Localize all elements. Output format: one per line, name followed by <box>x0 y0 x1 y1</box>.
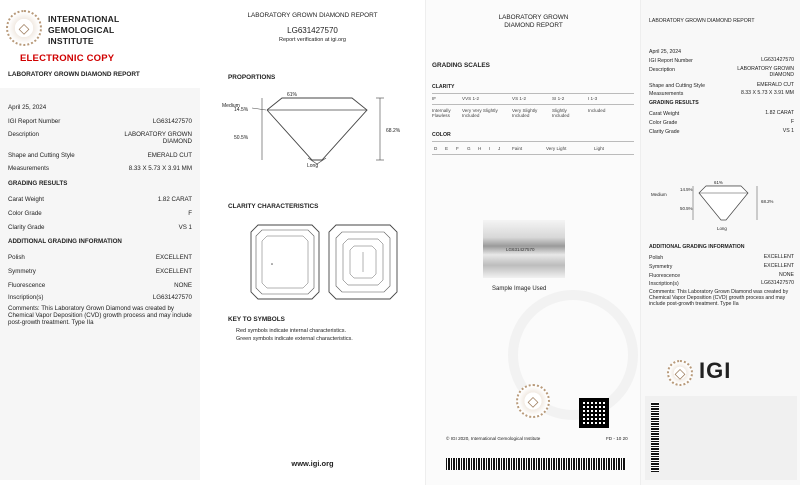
grading-row <box>8 224 192 231</box>
card-label: Description <box>649 67 675 73</box>
clarity-description: Very Very Slightly Included <box>462 108 498 118</box>
card-grading-row <box>649 129 794 135</box>
card-depth-percent: 68.2% <box>761 199 774 204</box>
igi-seal-icon <box>6 10 42 46</box>
additional-value: EXCELLENT <box>155 254 192 261</box>
summary-card-panel <box>640 0 800 485</box>
clarity-grade: IF <box>432 96 437 101</box>
color-grade: Light <box>594 146 604 151</box>
igi-seal-icon <box>516 384 550 418</box>
card-label: Color Grade <box>649 120 678 126</box>
website-link[interactable]: www.igi.org <box>291 459 334 468</box>
proportions-heading: PROPORTIONS <box>228 74 276 81</box>
grading-row <box>8 210 192 217</box>
org-line: GEMOLOGICAL <box>48 25 115 35</box>
additional-label: Fluorescence <box>8 282 46 289</box>
clarity-description: Included <box>588 108 606 113</box>
report-title: LABORATORY GROWN DIAMOND REPORT <box>8 71 140 78</box>
card-date: April 25, 2024 <box>649 49 682 55</box>
additional-row <box>8 268 192 275</box>
electronic-copy-label: ELECTRONIC COPY <box>20 53 115 64</box>
card-value: LABORATORY GROWN DIAMOND <box>737 66 794 78</box>
clarity-grade: I 1-3 <box>588 96 598 101</box>
color-grade: F <box>456 146 459 151</box>
key-internal-text: Red symbols indicate internal characteristics. <box>236 328 347 334</box>
card-value: LG631427570 <box>761 57 794 63</box>
key-to-symbols-heading: KEY TO SYMBOLS <box>228 316 285 323</box>
girdle-label: Medium <box>222 103 240 109</box>
card-additional-row <box>649 255 794 261</box>
panel-title-line1: LABORATORY GROWN <box>498 14 569 21</box>
igi-seal-icon <box>667 360 693 386</box>
divider <box>432 154 634 155</box>
card-value: F <box>790 119 794 125</box>
color-grade: Very Light <box>546 146 567 151</box>
additional-label: Inscription(s) <box>8 294 44 301</box>
igi-logo: IGI <box>699 358 732 383</box>
detail-value: 8.33 X 5.73 X 3.91 MM <box>128 165 192 172</box>
card-row <box>649 83 794 89</box>
card-table-percent: 61% <box>714 180 723 185</box>
card-barcode <box>651 402 659 472</box>
additional-label: Polish <box>8 254 25 261</box>
org-line: INSTITUTE <box>48 36 94 46</box>
detail-value: LG631427570 <box>152 118 192 125</box>
grading-value: VS 1 <box>178 224 192 231</box>
card-comments: Comments: This Laboratory Grown Diamond was created by Chemical Vapor Deposition (CVD) growth process and may include post-growth treatment. Type IIa <box>649 289 789 307</box>
additional-row <box>8 294 192 301</box>
card-label: Carat Weight <box>649 111 680 117</box>
detail-row <box>8 152 192 159</box>
additional-row <box>8 254 192 261</box>
grading-scales-heading: GRADING SCALES <box>432 62 490 69</box>
table-percent: 61% <box>287 92 298 98</box>
barcode-strip <box>446 458 626 470</box>
card-value: 8.33 X 5.73 X 3.91 MM <box>740 90 794 96</box>
pavilion-view-plot <box>328 224 398 300</box>
report-summary-panel <box>0 0 200 485</box>
card-row <box>649 91 794 97</box>
report-date: April 25, 2024 <box>8 104 47 111</box>
clarity-grade: VVS 1-2 <box>462 96 480 101</box>
comments-text: Comments: This Laboratory Grown Diamond was created by Chemical Vapor Deposition (CVD) growth process and may include post-growth treatment. Type IIa <box>8 305 192 327</box>
org-name <box>48 14 119 47</box>
card-value: VS 1 <box>782 128 794 134</box>
grading-row <box>8 196 192 203</box>
clarity-description: Very Slightly Included <box>512 108 538 118</box>
card-label: Clarity Grade <box>649 129 680 135</box>
grading-label: Color Grade <box>8 210 42 217</box>
card-crown-percent: 14.5% <box>680 187 693 192</box>
divider <box>432 104 634 105</box>
card-additional-heading: ADDITIONAL GRADING INFORMATION <box>649 244 745 250</box>
grading-label: Clarity Grade <box>8 224 45 231</box>
clarity-description: Internally Flawless <box>432 108 451 118</box>
grading-results-heading: GRADING RESULTS <box>8 180 68 187</box>
card-label: Shape and Cutting Style <box>649 83 705 89</box>
card-label: Symmetry <box>649 264 673 270</box>
detail-row <box>8 131 192 145</box>
additional-label: Symmetry <box>8 268 36 275</box>
card-value: EXCELLENT <box>763 263 794 269</box>
color-grade: G <box>467 146 471 151</box>
grading-value: F <box>188 210 192 217</box>
card-additional-row <box>649 273 794 279</box>
detail-row <box>8 118 192 125</box>
report-title: LABORATORY GROWN DIAMOND REPORT <box>247 12 378 19</box>
org-line: INTERNATIONAL <box>48 14 120 24</box>
detail-label: Description <box>8 131 39 138</box>
card-label: Inscription(s) <box>649 281 679 287</box>
culet-label: Long <box>307 163 319 169</box>
detail-value: EMERALD CUT <box>147 152 192 159</box>
depth-percent: 68.2% <box>386 128 401 134</box>
color-grade: J <box>498 146 501 151</box>
color-grade: Faint <box>512 146 523 151</box>
additional-value: EXCELLENT <box>155 268 192 275</box>
card-label: Polish <box>649 255 664 261</box>
qr-code-icon[interactable] <box>579 398 609 428</box>
sample-inscription-text: LG631427570 <box>506 247 535 252</box>
card-stub-area <box>645 396 797 480</box>
sample-caption: Sample Image Used <box>492 286 547 292</box>
card-additional-row <box>649 281 794 287</box>
proportions-panel <box>200 0 425 485</box>
card-label: Measurements <box>649 91 684 97</box>
card-value: EXCELLENT <box>763 254 794 260</box>
card-pavilion-percent: 50.5% <box>680 206 693 211</box>
color-grade: I <box>489 146 491 151</box>
color-scale-heading: COLOR <box>432 132 451 138</box>
card-value: NONE <box>779 272 794 278</box>
clarity-grade: VS 1-2 <box>512 96 527 101</box>
additional-row <box>8 282 192 289</box>
clarity-scale-heading: CLARITY <box>432 84 455 90</box>
clarity-grade: SI 1-2 <box>552 96 565 101</box>
key-external-text: Green symbols indicate external characteristics. <box>236 336 353 342</box>
card-label: IGI Report Number <box>649 58 693 64</box>
card-girdle-label: Medium <box>651 192 667 197</box>
color-grade: E <box>445 146 449 151</box>
card-value: EMERALD CUT <box>756 82 794 88</box>
grading-value: 1.82 CARAT <box>157 196 192 203</box>
card-row <box>649 67 794 79</box>
verify-link[interactable]: Report verification at igi.org <box>279 37 346 43</box>
copyright-text: © IGI 2020, International Gemological Institute <box>446 436 541 441</box>
card-label: Fluorescence <box>649 273 681 279</box>
crown-percent: 14.5% <box>234 107 249 113</box>
color-grade: D <box>434 146 438 151</box>
detail-row <box>8 165 192 172</box>
card-value: LG631427570 <box>761 280 794 286</box>
clarity-characteristics-heading: CLARITY CHARACTERISTICS <box>228 203 319 210</box>
card-culet-label: Long <box>717 226 727 231</box>
detail-label: Shape and Cutting Style <box>8 152 75 159</box>
card-row <box>649 58 794 64</box>
additional-value: LG631427570 <box>152 294 192 301</box>
report-number: LG631427570 <box>287 26 338 35</box>
card-value: 1.82 CARAT <box>765 110 794 116</box>
additional-value: NONE <box>174 282 192 289</box>
card-additional-row <box>649 264 794 270</box>
pavilion-percent: 50.5% <box>234 135 249 141</box>
detail-label: IGI Report Number <box>8 118 61 125</box>
form-code: FD - 10 20 <box>606 436 628 441</box>
card-proportions-diagram <box>681 180 774 230</box>
detail-label: Measurements <box>8 165 49 172</box>
crown-view-plot <box>250 224 320 300</box>
grading-label: Carat Weight <box>8 196 44 203</box>
color-grade: H <box>478 146 482 151</box>
card-grading-row <box>649 111 794 117</box>
card-grading-heading: GRADING RESULTS <box>649 100 699 106</box>
panel-title-line2: DIAMOND REPORT <box>504 22 563 29</box>
card-grading-row <box>649 120 794 126</box>
detail-value: LABORATORY GROWN DIAMOND <box>124 131 192 145</box>
additional-grading-heading: ADDITIONAL GRADING INFORMATION <box>8 238 122 245</box>
clarity-description: Slightly Included <box>552 108 570 118</box>
divider <box>432 141 634 142</box>
card-title: LABORATORY GROWN DIAMOND REPORT <box>649 18 755 24</box>
divider <box>432 93 634 94</box>
grading-scales-panel <box>425 0 640 485</box>
